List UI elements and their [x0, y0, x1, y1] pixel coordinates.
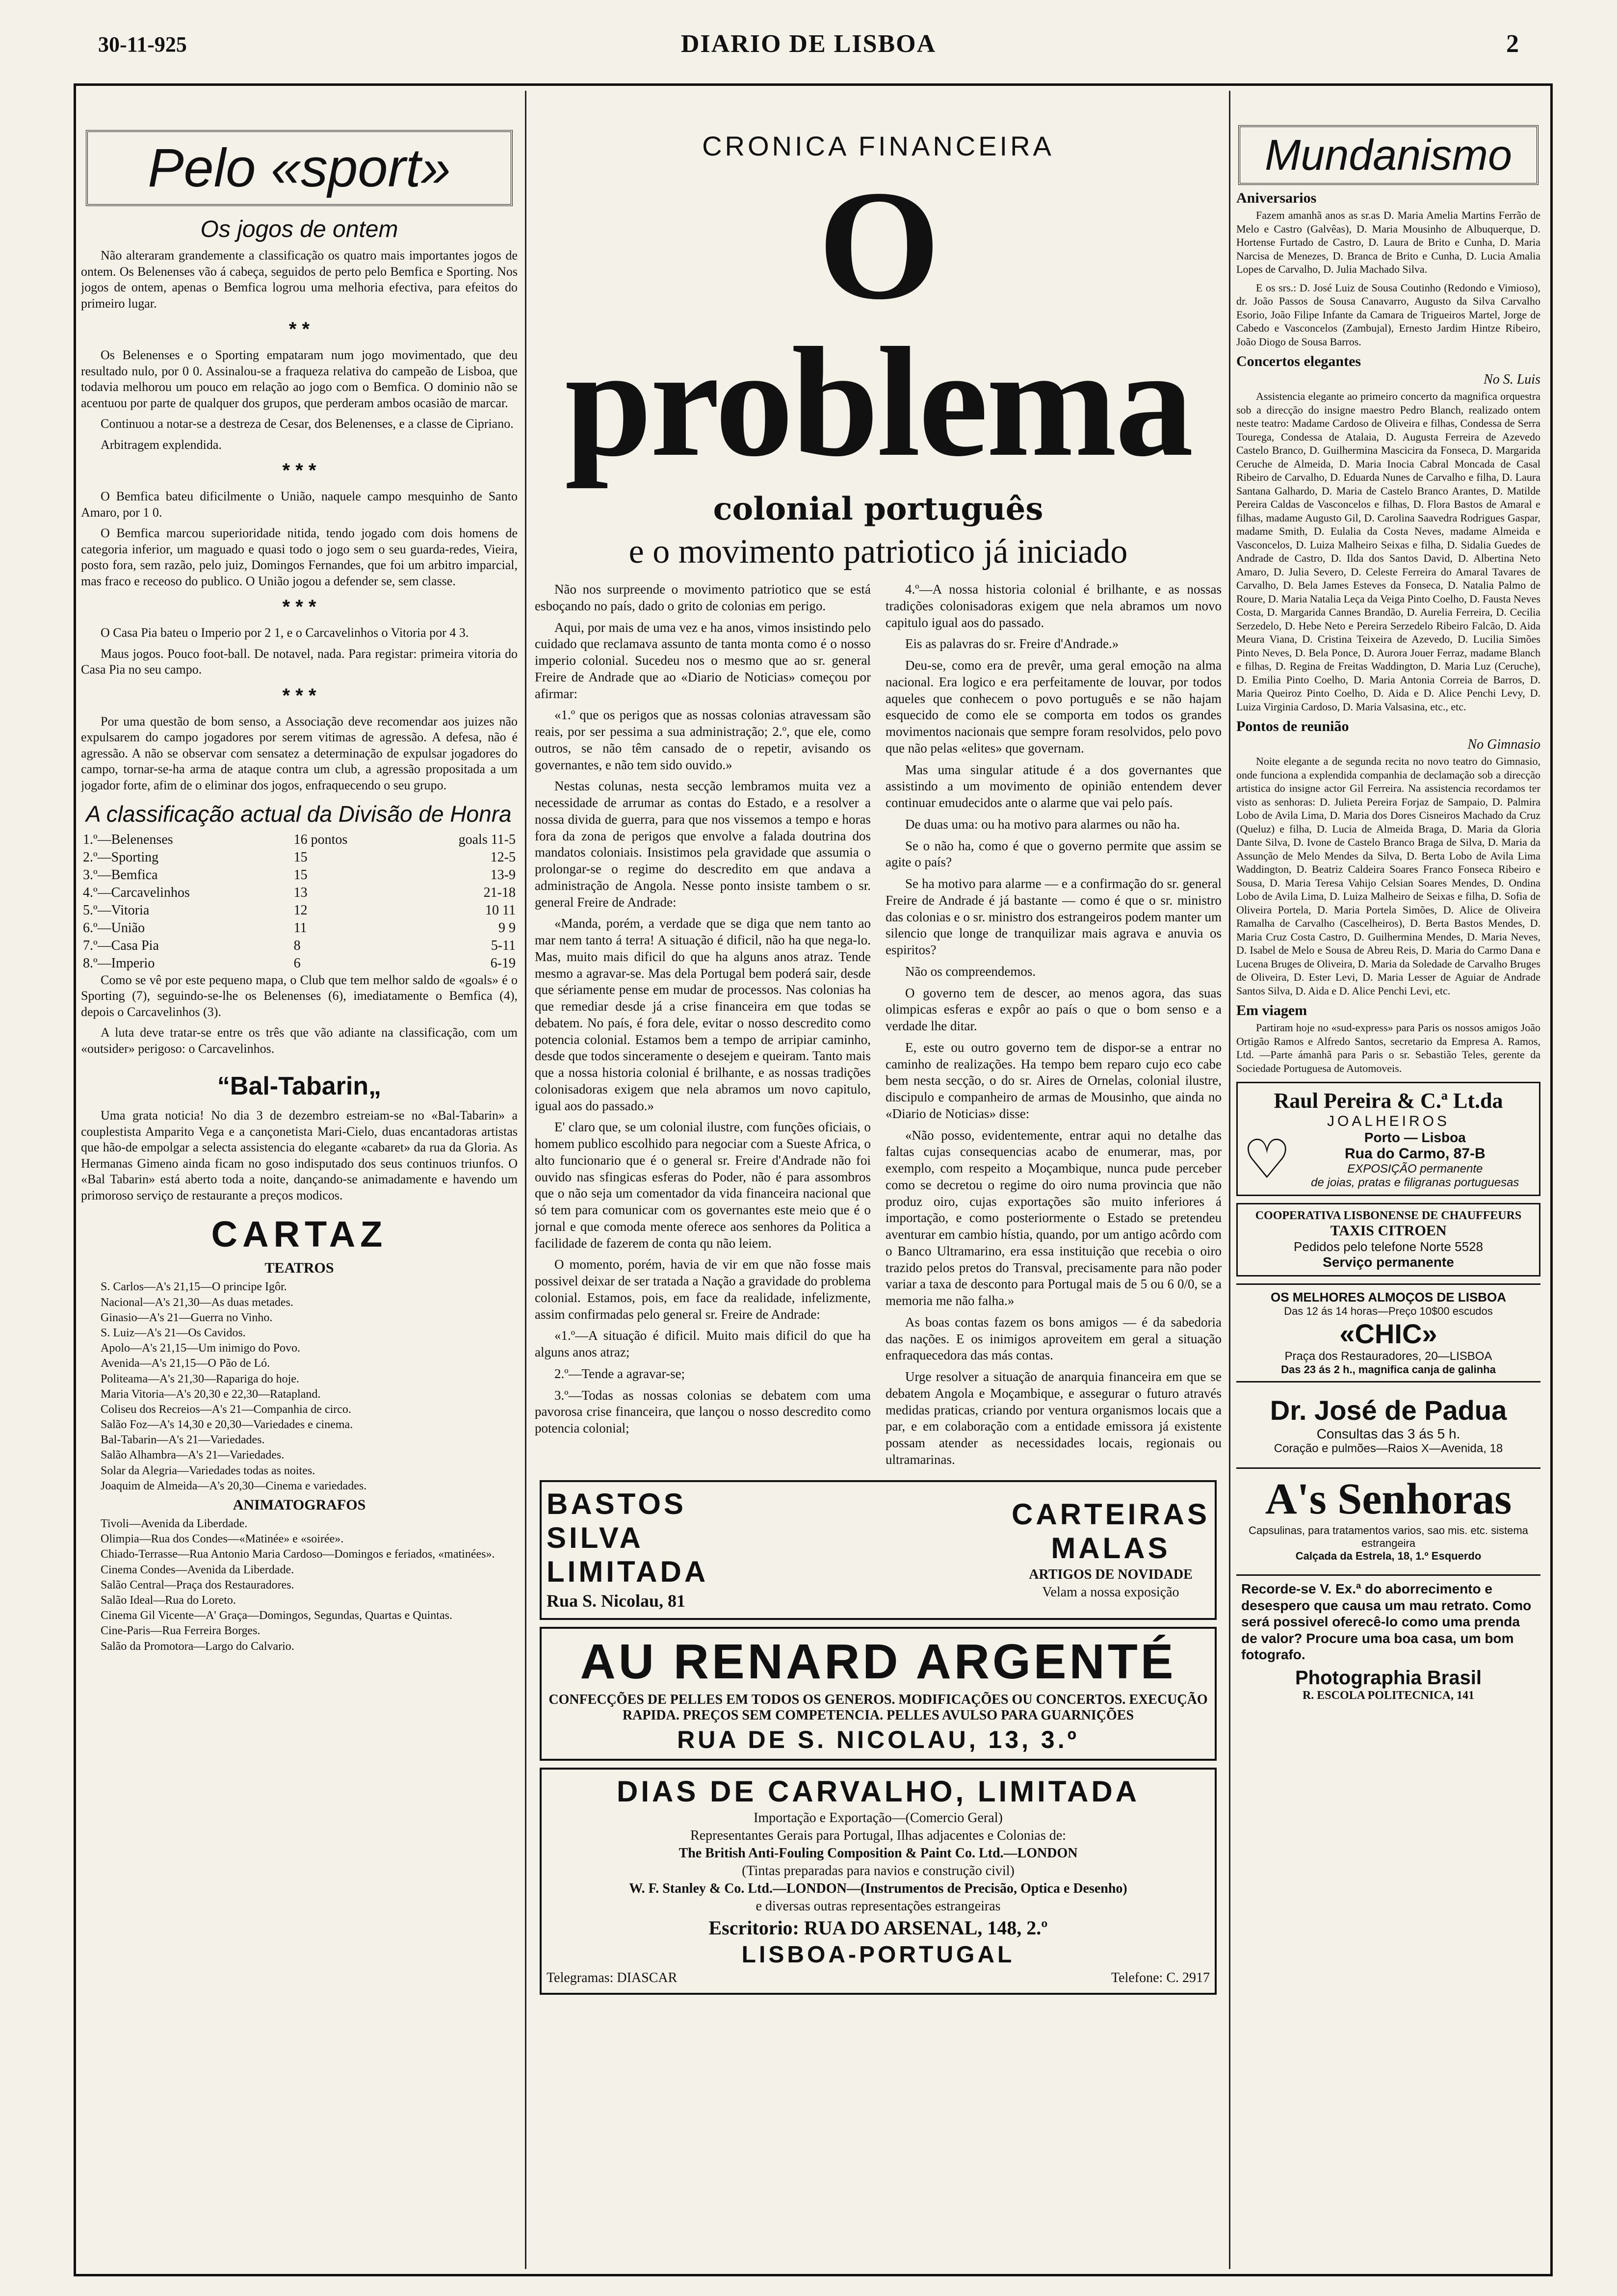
ad-line: MALAS [1051, 1532, 1171, 1565]
ad-line: COOPERATIVA LISBONENSE DE CHAUFFEURS [1255, 1209, 1522, 1222]
paragraph: «1.º que os perigos que as nossas colonias atravessam são reais, por ser pessima a sua administração; 2.º, que ele, como outros, se não têm cansado de o repetir, avisando os governantes, e não tem sido ouvido.» [535, 707, 871, 772]
ad-senhoras [1236, 1467, 1540, 1567]
column-rule [525, 91, 526, 2269]
ad-line: Capsulinas, para tratamentos varios, sao mis. etc. sistema estrangeira [1249, 1524, 1528, 1549]
list-item: Joaquim de Almeida—A's 20,30—Cinema e variedades. [101, 1479, 367, 1492]
paragraph: Continuou a notar-se a destreza de Cesar, dos Belenenses, e a classe de Cipriano. [101, 417, 514, 431]
ad-address: RUA DE S. NICOLAU, 13, 3.º [677, 1725, 1079, 1753]
team-cell: 6.º—União [83, 920, 145, 936]
column-rule [1229, 91, 1230, 2269]
issue-date: 30-11-925 [98, 32, 187, 56]
classification-table [81, 831, 518, 972]
ad-bastos-silva [540, 1480, 1217, 1620]
list-item: Nacional—A's 21,30—As duas metades. [101, 1296, 293, 1309]
paragraph: Como se vê por este pequeno mapa, o Club que tem melhor saldo de «goals» é o Sporting (7), seguindo-se-lhe os Belenenses (6), imediatamente o Bemfica (4), depois o Carcavelinhos (3). [81, 972, 518, 1019]
team-cell: 8.º—Imperio [83, 955, 155, 971]
cartaz-heading: CARTAZ [211, 1214, 388, 1255]
ad-line: ARTIGOS DE NOVIDADE [1029, 1567, 1193, 1582]
separator: * * [288, 318, 310, 340]
list-item: Salão da Promotora—Largo do Calvario. [101, 1640, 294, 1653]
ad-raul-pereira [1236, 1082, 1540, 1196]
ad-dias-carvalho [540, 1768, 1217, 1995]
points-cell: 12 [293, 902, 308, 918]
list-item: Salão Central—Praça dos Restauradores. [101, 1578, 294, 1592]
animatografos-heading: ANIMATOGRAFOS [233, 1497, 366, 1513]
newspaper-title: DIARIO DE LISBOA [680, 30, 937, 58]
paragraph: Maus jogos. Pouco foot-ball. De notavel, nada. Para registar: primeira vitoria do Casa Pia no seu campo. [81, 646, 518, 677]
ad-line: OS MELHORES ALMOÇOS DE LISBOA [1270, 1290, 1507, 1305]
table-row [81, 849, 518, 866]
goals-cell: 21-18 [483, 885, 516, 900]
paragraph: Fazem amanhã anos as sr.as D. Maria Amelia Martins Ferrão de Melo e Castro (Galvêas), D. Maria Mousinho de Albuquerque, D. Hortense Furtado de Castro, D. Laura de Brito e Cunha, D. Maria Narcisa de Menezes, D. Branca de Brito e Cunha, D. Lucia Amalia Lopes de Carvalho, D. Julia Machado Silva. [1236, 209, 1540, 275]
ad-line: Telefone: C. 2917 [1111, 1970, 1210, 1985]
ad-line: Escritorio: RUA DO ARSENAL, 148, 2.º [708, 1916, 1048, 1939]
deck: e o movimento patriotico já iniciado [628, 533, 1128, 571]
ad-line: Recorde-se V. Ex.ª do aborrecimento e desespero que causa um mau retrato. Como será possivel oferecê-lo como uma prenda de valor? Procure uma boa casa, um bom fotografo. [1241, 1581, 1532, 1663]
team-cell: 2.º—Sporting [83, 849, 159, 865]
bal-tabarin-heading: “Bal-Tabarin„ [217, 1072, 382, 1101]
paragraph: Deu-se, como era de prevêr, uma geral emoção na alma nacional. Era logico e era perfeitamente de louvar, por todos aqueles que conhecem o povo português e se não hajam esquecido de como ele se comporta em todos os grandes movimentos nacionais que sempre foram resolvidos, pelo povo que não pelas «elites» que governam. [886, 658, 1222, 756]
list-item: Apolo—A's 21,15—Um inimigo do Povo. [101, 1342, 301, 1355]
ad-chic [1236, 1283, 1540, 1383]
team-cell: 4.º—Carcavelinhos [83, 885, 190, 900]
ad-line: LISBOA-PORTUGAL [741, 1941, 1015, 1968]
separator: * * * [282, 596, 316, 618]
page-frame [74, 83, 1553, 2276]
heart-jewel-icon: ♡ [1243, 1130, 1291, 1190]
paragraph: 2.º—Tende a agravar-se; [554, 1366, 685, 1381]
goals-cell: 10 11 [485, 902, 516, 918]
ad-title: A's Senhoras [1265, 1475, 1512, 1523]
kicker: CRONICA FINANCEIRA [702, 130, 1054, 161]
table-row [81, 919, 518, 937]
ad-line: Das 12 ás 14 horas—Preço 10$00 escudos [1284, 1305, 1493, 1317]
list-item: Salão Foz—A's 14,30 e 20,30—Variedades e cinema. [101, 1418, 353, 1432]
team-cell: 7.º—Casa Pia [83, 938, 159, 953]
ad-line: «CHIC» [1339, 1318, 1437, 1349]
list-item: Tivoli—Avenida da Liberdade. [101, 1517, 248, 1531]
paragraph: Os Belenenses e o Sporting empataram num jogo movimentado, que deu resultado nulo, por 0 0. Assinalou-se a fraqueza relativa do campeão de Lisboa, que todavia melhorou um pouco em relação ao jogo com o Bemfica. O dominio não se acentuou por parte de qualquer dos grupos, que perderam ambos ocasião de marcar. [81, 348, 518, 410]
list-item: S. Carlos—A's 21,15—O principe Igôr. [101, 1280, 287, 1294]
ad-line: The British Anti-Fouling Composition & Paint Co. Ltd.—LONDON [678, 1845, 1078, 1861]
list-item: Maria Vitoria—A's 20,30 e 22,30—Ratapland. [101, 1387, 321, 1401]
ad-line: Serviço permanente [1323, 1254, 1454, 1270]
financial-column [535, 91, 1222, 2002]
ad-title: DIAS DE CARVALHO, LIMITADA [617, 1774, 1140, 1808]
teatros-heading: TEATROS [264, 1260, 334, 1277]
ad-line: JOALHEIROS [1327, 1113, 1450, 1129]
ad-line: W. F. Stanley & Co. Ltd.—LONDON—(Instrumentos de Precisão, Optica e Desenho) [629, 1880, 1127, 1896]
paragraph: «Não posso, evidentemente, entrar aqui no detalhe das faltas cujas consequencias acabo de enumerar, mas, por exemplo, com respeito a Moçambique, nunca pude perceber como se decretou o regime do oiro numa provincia que não produz oiro, cujas exportações são muito inferiores á importação, e como posteriormente o Estado se pretendeu aventurar em cambio hístia, quando, por um antigo acôrdo com o Banco Ultramarino, era essa instituição que recebia o oiro trazido pelos pretos do Transval, precisamente para não poder variar a taxa de desconto para Portugal mais de 5 ou 6 0/0, se a memoria me não falha.» [886, 1127, 1222, 1308]
article-body [535, 581, 1222, 1473]
table-row [81, 937, 518, 955]
list-item: S. Luiz—A's 21—Os Cavidos. [101, 1326, 246, 1339]
paragraph: Eis as palavras do sr. Freire d'Andrade.» [905, 636, 1119, 652]
paragraph: Aqui, por mais de uma vez e ha anos, vimos insistindo pelo cuidado que reclamava assunto de tanta monta como é o nosso imperio colonial. Sucedeu nos o mesmo que ao sr. general Freire de Andrade que ao «Diario de Noticias» começou por afirmar: [535, 620, 871, 701]
list-item: Cine-Paris—Rua Ferreira Borges. [101, 1624, 261, 1638]
jogos-heading: Os jogos de ontem [200, 216, 398, 242]
paragraph: O Bemfica marcou superioridade nitida, tendo jogado com dois homens de categoria inferior, um maguado e quasi todo o jogo sem o seu guarda-redes, Vieira, posto fora, sem razão, pelo juiz, Domingos Fernandes, que foi um arbitro imparcial, mas fraco e receoso do publico. O União jogou a defender se, sem classe. [81, 526, 518, 588]
ad-address: Rua S. Nicolau, 81 [547, 1591, 686, 1611]
ad-line: LIMITADA [547, 1555, 709, 1588]
ad-line: Praça dos Restauradores, 20—LISBOA [1284, 1350, 1492, 1363]
headline: O problema [565, 158, 1192, 489]
page-number: 2 [1506, 30, 1519, 58]
ad-line: Consultas das 3 ás 5 h. [1316, 1426, 1461, 1441]
ad-title: Raul Pereira & C.ª Lt.da [1274, 1089, 1503, 1113]
ad-line: TAXIS CITROEN [1330, 1223, 1447, 1239]
ad-line: BASTOS [547, 1487, 686, 1520]
paragraph: Urge resolver a situação de anarquia financeira em que se debatem Angola e Moçambique, e assegurar o futuro através medidas praticas, criando por ventura organismos locais que a par, e em colaboração com a entidade emissora já existente possam atender as necessidades locais, regionais ou ultramarinas. [886, 1369, 1222, 1467]
list-item: Chiado-Terrasse—Rua Antonio Maria Cardoso—Domingos e feriados, «matinées». [101, 1548, 495, 1561]
points-cell: 15 [293, 867, 308, 883]
ad-line: EXPOSIÇÃO permanente [1347, 1162, 1483, 1175]
ad-title: Dr. José de Padua [1270, 1395, 1507, 1426]
mundanismo-section-title: Mundanismo [1238, 125, 1539, 185]
paragraph: 3.º—Todas as nossas colonias se debatem com uma pavorosa crise financeira, que lançou o nosso descredito como potencia colonial; [535, 1387, 871, 1435]
goals-cell: 6-19 [490, 955, 516, 971]
paragraph: Assistencia elegante ao primeiro concerto da magnifica orquestra sob a direcção do insigne maestro Pedro Blanch, realizado ontem neste teatro: Madame Cardoso de Oliveira e filhas, Condessa de Serra Tourega, Condessa de Atalaia, D. Augusta Ferreira de Azevedo Castelo Branco, D. Guilhermina Mascicira da Fonseca, D. Margarida Ceruche de Almeida, D. Maria Inocia Cabral Moncada de Casal Ribeiro de Carvalho, D. Eduarda Nunes de Carvalho e filha, D. Laura Santana Galhardo, D. Maria de Castelo Branco Arantes, D. Matilde Pereira Caldas de Vasconcelos e filhas, D. Flora Bastos de Amaral e filhas, madame Augusto Gil, D. Carolina Saavedra Rodrigues Gaspar, madame Smith, D. Eulalia da Costa Neves, madame Almeida e Vasconcelos, D. Luiza Malheiro Seixas e filha, D. Sidalia Guedes de Andrade de Castro, D. Ilda dos Santos David, D. Albertina Neto Amaro, D. Julia Severo, D. Celeste Ferreira do Amaral Tavares de Carvalho, D. Bela James Esteves da Fonseca, D. Natalia Palmo de Roure, D. Maria Natalia Leça da Veiga Pinto Coelho, D. Fausta Neves Costa, D. Margarida Cannes Brandão, D. Aurelia Ferreira, D. Cecilia Serzedelo, D. Hebe Neto e Pereira Serzedelo Ribeiro Falcão, D. Aida Meura Viana, D. Cristina Teixeira de Azevedo, D. Lucilia Simões Pinto Neves, D. Bela Ponce, D. Aurora Jouer Ferraz, madame Blanch e filhas, D. Regina de Freitas Waddington, D. Maria Luz (Ceruche), D. Emilia Pinto Coelho, D. Maria Antonia Correia de Barros, D. Maria Queiroz Pinto Coelho, D. Aida e D. Alice Penchi Levy, D. Luiza Virginia Cardoso, D. Maria Valsasina, etc., etc. [1236, 390, 1540, 713]
points-cell: 13 [293, 885, 308, 900]
page-header [98, 27, 1519, 66]
ad-line: e diversas outras representações estrangeiras [756, 1898, 1001, 1914]
list-item: Bal-Tabarin—A's 21—Variedades. [101, 1434, 265, 1447]
paragraph: Mas uma singular atitude é a dos governantes que assistindo a um movimento de opinião entendem dever continuar emudecidos ante o alarme que vai pelo país. [886, 762, 1222, 810]
ad-jose-padua [1236, 1389, 1540, 1461]
list-item: Avenida—A's 21,15—O Pão de Ló. [101, 1357, 270, 1370]
ad-photographia-brasil [1236, 1574, 1540, 1707]
goals-cell: 13-9 [490, 867, 516, 883]
paragraph: Uma grata noticia! No dia 3 de dezembro estreiam-se no «Bal-Tabarin» a couplestista Amparito Vega e a cançonetista Mari-Cielo, duas encantadoras artistas que hão-de empolgar a selecta assistencia do elegante «cabaret» da rua da Gloria. As Hermanas Gimeno ainda ficam no goso indisputado dos seus continuos triunfos. O «Bal Tabarin» está aberto toda a noite, dançando-se animadamente e havendo um primoroso serviço de restaurante a preços modicos. [81, 1108, 518, 1202]
concertos-heading: Concertos elegantes [1236, 353, 1361, 369]
sport-column [81, 91, 518, 1654]
points-cell: 15 [293, 849, 308, 865]
paragraph: As boas contas fazem os bons amigos — é da sabedoria das nações. E os inimigos aproveitem em geral a situação enfraquecedora das más contas. [886, 1314, 1222, 1363]
mundanismo-column [1236, 91, 1540, 1714]
viagem-heading: Em viagem [1236, 1002, 1307, 1018]
goals-cell: 12-5 [490, 849, 516, 865]
ad-line: CONFECÇÕES DE PELLES EM TODOS OS GENEROS. MODIFICAÇÕES OU CONCERTOS. EXECUÇÃO RAPIDA. PREÇOS SEM COMPETENCIA. PELLES AVULSO PARA GUARNIÇÕES [548, 1692, 1208, 1723]
paragraph: Arbitragem explendida. [101, 437, 222, 452]
points-cell: 6 [293, 955, 301, 971]
paragraph: O governo tem de descer, ao menos agora, das suas olimpicas esferas e expôr ao país o que o bom senso e a verdade lhe ditar. [886, 985, 1222, 1033]
ad-line: Representantes Gerais para Portugal, Ilhas adjacentes e Colonias de: [690, 1827, 1066, 1843]
list-item: Cinema Gil Vicente—A' Graça—Domingos, Segundas, Quartas e Quintas. [101, 1609, 452, 1622]
reuniao-heading: Pontos de reunião [1236, 718, 1349, 734]
paragraph: Noite elegante a de segunda recita no novo teatro do Gimnasio, onde funciona a explendida companhia de declamação sob a direcção artistica do insigne actor Gil Ferreira. Na assistencia recordamos ter visto as senhoras: D. Julieta Pereira Forjaz de Sampaio, D. Palmira Lobo de Avila Lima, D. Maria dos Dores Cisneiros Machado da Cruz (Queluz) e filha, D. Lucia de Almeida Braga, D. Maria da Gloria Dante Silva, D. Ivone de Castelo Branco Braga de Silva, D. Maria da Assunção de Melo Mendes da Silva, D. Berta Lobo de Avila Lima Waddington, D. Beatriz Caldeira Soares Franco Fonseca Ribeiro e Sousa, D. Maria Teresa Vahijo Celsian Soares Mendes, D. Ondina Lobo de Avila Lima, D. Luiza Malheiro de Seixas e filha, D. Sofia de Oliveira Portela, D. Maria Portela Simões, D. Alice de Oliveira Ramalha de Carvalho (Cascelheiros), D. Berta Bastos Mendes, D. Maria Cruz Costa Castro, D. Guilhermina Mendes, D. Maria Neves, D. Isabel de Melo e Sousa de Abreu Reis, D. Maria do Carmo Dana e Lucena Bruges de Oliveira, D. Maria da Soledade de Carvalho Bruges de Oliveira, D. Ester Levi, D. Maria Lesser de Aguiar de Andrade Santos Silva, D. Aida e D. Alice Penchi Levi, etc. [1236, 755, 1540, 997]
paragraph: E' claro que, se um colonial ilustre, com funções oficiais, o homem publico escolhido para negociar com a Sueste Africa, o alto funcionario que é o general sr. Freire d'Andrade não foi ouvido nas sfingicas esferas do Poder, não é para assombros que o não seja um comentador da vida financeira nacional que só tem para comunicar com os governantes este meio que é o jornal e que comoda mente oferece aos senhores da Politica a facilidade de fazerem de conta qu não leiem. [535, 1120, 871, 1251]
ad-line: de joias, pratas e filigranas portuguesas [1311, 1176, 1519, 1189]
paragraph: Não nos surpreende o movimento patriotico que se está esboçando no país, dado o grito de colonias em perigo. [535, 582, 871, 613]
points-cell: 8 [293, 938, 301, 953]
list-item: Politeama—A's 21,30—Rapariga do hoje. [101, 1372, 299, 1385]
aniversarios-heading: Aniversarios [1236, 190, 1317, 206]
ad-taxis-citroen [1236, 1203, 1540, 1277]
paragraph: Se o não ha, como é que o governo permite que assim se agite o país? [886, 838, 1222, 870]
separator: * * * [282, 460, 316, 481]
ad-line: Calçada da Estrela, 18, 1.º Esquerdo [1295, 1550, 1482, 1562]
list-item: Coliseu dos Recreios—A's 21—Companhia de circo. [101, 1403, 351, 1416]
table-row [81, 831, 518, 849]
points-cell: 16 pontos [293, 832, 348, 847]
list-item: Ginasio—A's 21—Guerra no Vinho. [101, 1311, 273, 1324]
paragraph: O momento, porém, havia de vir em que não fosse mais possivel deixar de ser tratada a Nação a gravidade do problema colonial. Estamos, pois, em face da realidade, infelizmente, assim confirmadas pelo general sr. Freire de Andrade: [535, 1257, 871, 1322]
goals-cell: 5-11 [491, 938, 516, 953]
ad-line: Das 23 ás 2 h., magnifica canja de galinha [1281, 1363, 1496, 1376]
goals-cell: 9 9 [498, 920, 516, 936]
team-cell: 1.º—Belenenses [83, 832, 173, 847]
article-col-a [535, 581, 871, 1473]
animatografos-list [81, 1516, 518, 1654]
paragraph: A luta deve tratar-se entre os três que vão adiante na classificação, com um «outsider» perigoso: o Carcavelinhos. [81, 1025, 518, 1056]
goals-cell: goals 11-5 [458, 832, 516, 847]
paragraph: «1.º—A situação é dificil. Muito mais dificil do que ha alguns anos atraz; [535, 1328, 871, 1359]
reuniao-subheading: No Gimnasio [1467, 737, 1540, 752]
paragraph: E os srs.: D. José Luiz de Sousa Coutinho (Redondo e Vimioso), dr. João Passos de Sousa Canavarro, Augusto da Silva Carvalho Esorio, João Filipe Infante da Camara de Trigueiros Martel, Jorge de Cabedo e Vasconcelos (Zambujal), Ernesto Jardim Hintze Ribeiro, João Diogo de Sousa Barros. [1236, 281, 1540, 348]
ad-line: Rua do Carmo, 87-B [1344, 1146, 1486, 1162]
table-row [81, 884, 518, 902]
ad-line: CARTEIRAS [1011, 1498, 1210, 1531]
teatros-list [81, 1279, 518, 1494]
team-cell: 5.º—Vitoria [83, 902, 150, 918]
list-item: Salão Ideal—Rua do Loreto. [101, 1593, 236, 1607]
paragraph: O Casa Pia bateu o Imperio por 2 1, e o Carcavelinhos o Vitoria por 4 3. [101, 626, 469, 640]
subheadline: colonial português [713, 491, 1043, 527]
ad-line: Porto — Lisboa [1364, 1130, 1466, 1145]
list-item: Cinema Condes—Avenida da Liberdade. [101, 1563, 294, 1576]
concertos-subheading: No S. Luis [1484, 372, 1540, 387]
ad-line: Pedidos pelo telefone Norte 5528 [1294, 1239, 1483, 1254]
ad-line: Coração e pulmões—Raios X—Avenida, 18 [1274, 1442, 1503, 1455]
paragraph: Se ha motivo para alarme — e a confirmação do sr. general Freire de Andrade é já bastante — como é que o sr. ministro das colonias e o sr. ministro dos estrangeiros podem manter um silencio que longe de tranquilizar mais agrava e anuvia os espiritos? [886, 876, 1222, 957]
list-item: Salão Alhambra—A's 21—Variedades. [101, 1449, 285, 1462]
paragraph: Partiram hoje no «sud-express» para Paris os nossos amigos João Ortigão Ramos e Alfredo Santos, secretario da Empresa A. Ramos, Ltd. —Parte ámanhã para Paris o sr. Sebastião Teles, gerente da Sociedade Portuguesa de Automoveis. [1236, 1021, 1540, 1074]
classification-heading: A classificação actual da Divisão de Honra [86, 801, 512, 827]
ad-title: AU RENARD ARGENTÉ [580, 1634, 1176, 1689]
paragraph: 4.º—A nossa historia colonial é brilhante, e as nossas tradições colonisadoras exigem que nela abramos um novo capitulo igual aos do passado. [886, 582, 1222, 630]
points-cell: 11 [293, 920, 307, 936]
paragraph: De duas uma: ou ha motivo para alarmes ou não ha. [905, 816, 1180, 832]
paragraph: Não os compreendemos. [905, 964, 1036, 979]
table-row [81, 866, 518, 884]
ad-line: (Tintas preparadas para navios e construção civil) [742, 1863, 1015, 1879]
paragraph: Por uma questão de bom senso, a Associação deve recomendar aos juizes não expulsarem do campo jogadores por serem vitimas de agressão. A defesa, não é agressão. A não se observar com sensatez a determinação de expulsar jogadores do campo, tornar-se-ha arma de ataque contra um club, a agressão propositada a um jogador forte, afim de o eliminar dos jogos, enfraquecendo o seu grupo. [81, 714, 518, 792]
paragraph: Nestas colunas, nesta secção lembramos muita vez a necessidade de arrumar as contas do Estado, e a resolver a nossa divida de guerra, para que nos vissemos a tempo e horas fora da zona de perigos que envolve a falada doutrina dos mandatos coloniais. Insistimos pela gravidade que assumia o prolongar-se o regime do descredito em que andava a administração de Angola. Nesse ponto insiste tambem o sr. general Freire de Andrade: [535, 779, 871, 910]
article-col-b [886, 581, 1222, 1473]
ad-title: Photographia Brasil [1295, 1667, 1482, 1689]
ad-line: Importação e Exportação—(Comercio Geral) [754, 1810, 1003, 1826]
ad-line: Telegramas: DIASCAR [547, 1970, 678, 1985]
paragraph: E, este ou outro governo tem de dispor-se a entrar no caminho de realizações. Ha tempo bem reparo cujo eco cabe bem nesta secção, o do sr. Aires de Ornelas, colonial ilustre, discipulo e companheiro de armas de Mousinho, que ainda no «Diario de Noticias» disse: [886, 1040, 1222, 1121]
table-row [81, 955, 518, 972]
team-cell: 3.º—Bemfica [83, 867, 158, 883]
paragraph: Não alteraram grandemente a classificação os quatro mais importantes jogos de ontem. Os Belenenses vão á cabeça, seguidos de perto pelo Bemfica e Sporting. Nos jogos de ontem, apenas o Bemfica logrou uma melhoria efectiva, para efeitos do primeiro lugar. [81, 248, 518, 311]
ad-renard-argente [540, 1627, 1217, 1761]
ad-line: SILVA [547, 1521, 644, 1554]
sport-section-title: Pelo «sport» [86, 130, 513, 206]
separator: * * * [282, 684, 316, 706]
table-row [81, 902, 518, 919]
ad-line: R. ESCOLA POLITECNICA, 141 [1302, 1689, 1475, 1702]
list-item: Olimpia—Rua dos Condes—«Matinée» e «soirée». [101, 1533, 344, 1546]
list-item: Solar da Alegria—Variedades todas as noites. [101, 1464, 315, 1477]
paragraph: «Manda, porém, a verdade que se diga que nem tanto ao mar nem tanto á terra! A situação é dificil, não ha que nega-lo. Mas, muito mais dificil do que ha alguns anos atraz. Tende mesmo a agravar-se. Mas dela Portugal bem poderá sair, desde que sériamente pense em mudar de processos. Nas colonias ha que remediar desde já a crise financeira em que todas se debatem. No país, é fora dele, evitar o nosso descredito como potencia colonial. Estamos bem a tempo de arripiar caminho, desde que todos sinceramente o desejem e queiram. Tanto mais que a nossa historia colonial é brilhante, e as nossas tradições colonisadoras exigem que nela abramos um novo capitulo, igual aos do passado.» [535, 916, 871, 1113]
ad-line: Velam a nossa exposição [1042, 1585, 1179, 1600]
paragraph: O Bemfica bateu dificilmente o União, naquele campo mesquinho de Santo Amaro, por 1 0. [81, 489, 518, 520]
